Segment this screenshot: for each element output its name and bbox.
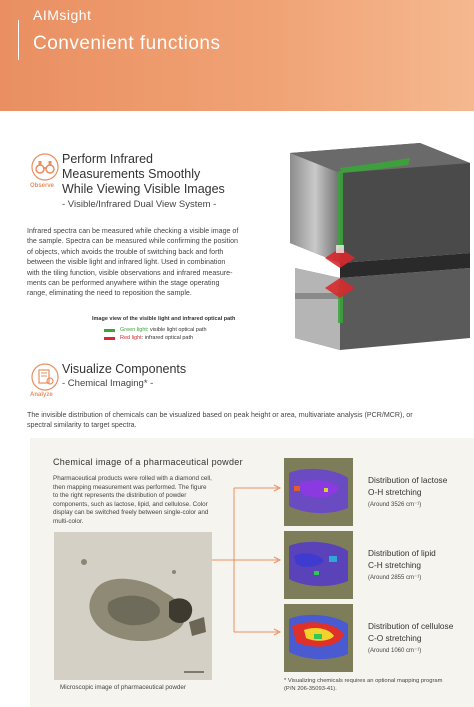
footnote-line: * Visualizing chemicals requires an optional mapping program xyxy=(284,678,443,684)
analyze-caption: Analyze xyxy=(30,392,53,398)
dist-line: C-H stretching xyxy=(368,559,422,570)
observe-title-line: While Viewing Visible Images xyxy=(62,182,225,196)
observe-body-line: Infrared spectra can be measured while checking a visible image of xyxy=(27,227,239,235)
cellulose-label xyxy=(368,621,453,644)
observe-title xyxy=(62,152,225,197)
observe-body-line: range, eliminating the need to reposition the sample. xyxy=(27,289,192,298)
observe-body-line: the sample. Spectra can be measured while confirming the position xyxy=(27,237,238,246)
panel-text-line: multi-color. xyxy=(53,517,84,525)
cellulose-distribution-image xyxy=(284,604,353,672)
dist-line: Distribution of cellulose xyxy=(368,621,454,631)
panel-title: Chemical image of a pharmaceutical powder xyxy=(53,457,243,467)
bracket-arrows xyxy=(212,480,284,640)
legend-item-red xyxy=(104,335,193,341)
legend-name: Red light xyxy=(120,335,142,341)
analyze-subtitle: - Chemical Imaging* - xyxy=(62,378,154,389)
legend-title: Image view of the visible light and infrared optical path xyxy=(92,316,236,322)
brand-label: AIMsight xyxy=(33,7,92,23)
dist-line: Distribution of lipid xyxy=(368,548,436,558)
observe-title-line: Perform Infrared xyxy=(62,152,154,166)
observe-body-line: with the tiling function, visible observations and infrared measure- xyxy=(27,268,233,277)
lactose-label xyxy=(368,475,447,498)
observe-subtitle: - Visible/Infrared Dual View System - xyxy=(62,199,217,210)
legend-item-green xyxy=(104,327,207,333)
microscope-image xyxy=(54,532,212,680)
panel-text-line: then mapping measurement was performed. The figure xyxy=(53,483,207,491)
analyze-body-line: spectral similarity to target spectra. xyxy=(27,421,137,430)
panel-text xyxy=(53,475,231,527)
green-swatch xyxy=(104,329,115,332)
dist-line: Distribution of lactose xyxy=(368,475,448,485)
document-chart-icon xyxy=(30,362,60,392)
analyze-body xyxy=(27,410,474,431)
binoculars-icon xyxy=(30,152,60,182)
header-banner xyxy=(0,0,474,111)
lipid-label xyxy=(368,548,436,571)
lactose-wavenumber: (Around 3526 cm⁻¹) xyxy=(368,502,422,508)
observe-body-line: between the visible light and infrared light. Used in combination xyxy=(27,258,226,267)
footnote xyxy=(284,677,474,693)
panel-text-line: to the right represents the distribution of powder xyxy=(53,492,187,500)
legend-desc: : infrared optical path xyxy=(141,335,194,341)
panel-text-line: display can be switched freely between single-color and xyxy=(53,509,209,517)
dist-line: C-O stretching xyxy=(368,632,422,643)
legend-desc: : visible light optical path xyxy=(146,327,207,333)
cellulose-wavenumber: (Around 1060 cm⁻¹) xyxy=(368,648,422,654)
observe-body-line: of objects, which avoids the trouble of switching back and forth xyxy=(27,247,224,256)
page-title: Convenient functions xyxy=(33,33,221,54)
legend-name: Green light xyxy=(120,327,147,333)
observe-caption: Observe xyxy=(30,183,55,189)
analyze-title: Visualize Components xyxy=(62,362,187,376)
observe-title-line: Measurements Smoothly xyxy=(62,167,201,181)
lipid-distribution-image xyxy=(284,531,353,599)
analyze-body-line: The invisible distribution of chemicals can be visualized based on peak height or area, multivariate analysis (PCR/MCR), or xyxy=(27,411,413,419)
lactose-distribution-image xyxy=(284,458,353,526)
red-swatch xyxy=(104,337,115,340)
panel-text-line: Pharmaceutical products were rolled with a diamond cell, xyxy=(53,475,212,482)
header-rule xyxy=(18,20,19,60)
observe-body xyxy=(27,226,272,299)
observe-body-line: ments can be performed anywhere within the stage operating xyxy=(27,279,220,288)
lipid-wavenumber: (Around 2855 cm⁻¹) xyxy=(368,575,422,581)
footnote-line: (P/N 206-35093-41). xyxy=(284,686,337,692)
dist-line: O-H stretching xyxy=(368,486,422,497)
instrument-illustration xyxy=(270,143,474,350)
panel-text-line: components, such as lactose, lipid, and cellulose. Color xyxy=(53,500,208,508)
micro-caption: Microscopic image of pharmaceutical powder xyxy=(60,684,186,691)
